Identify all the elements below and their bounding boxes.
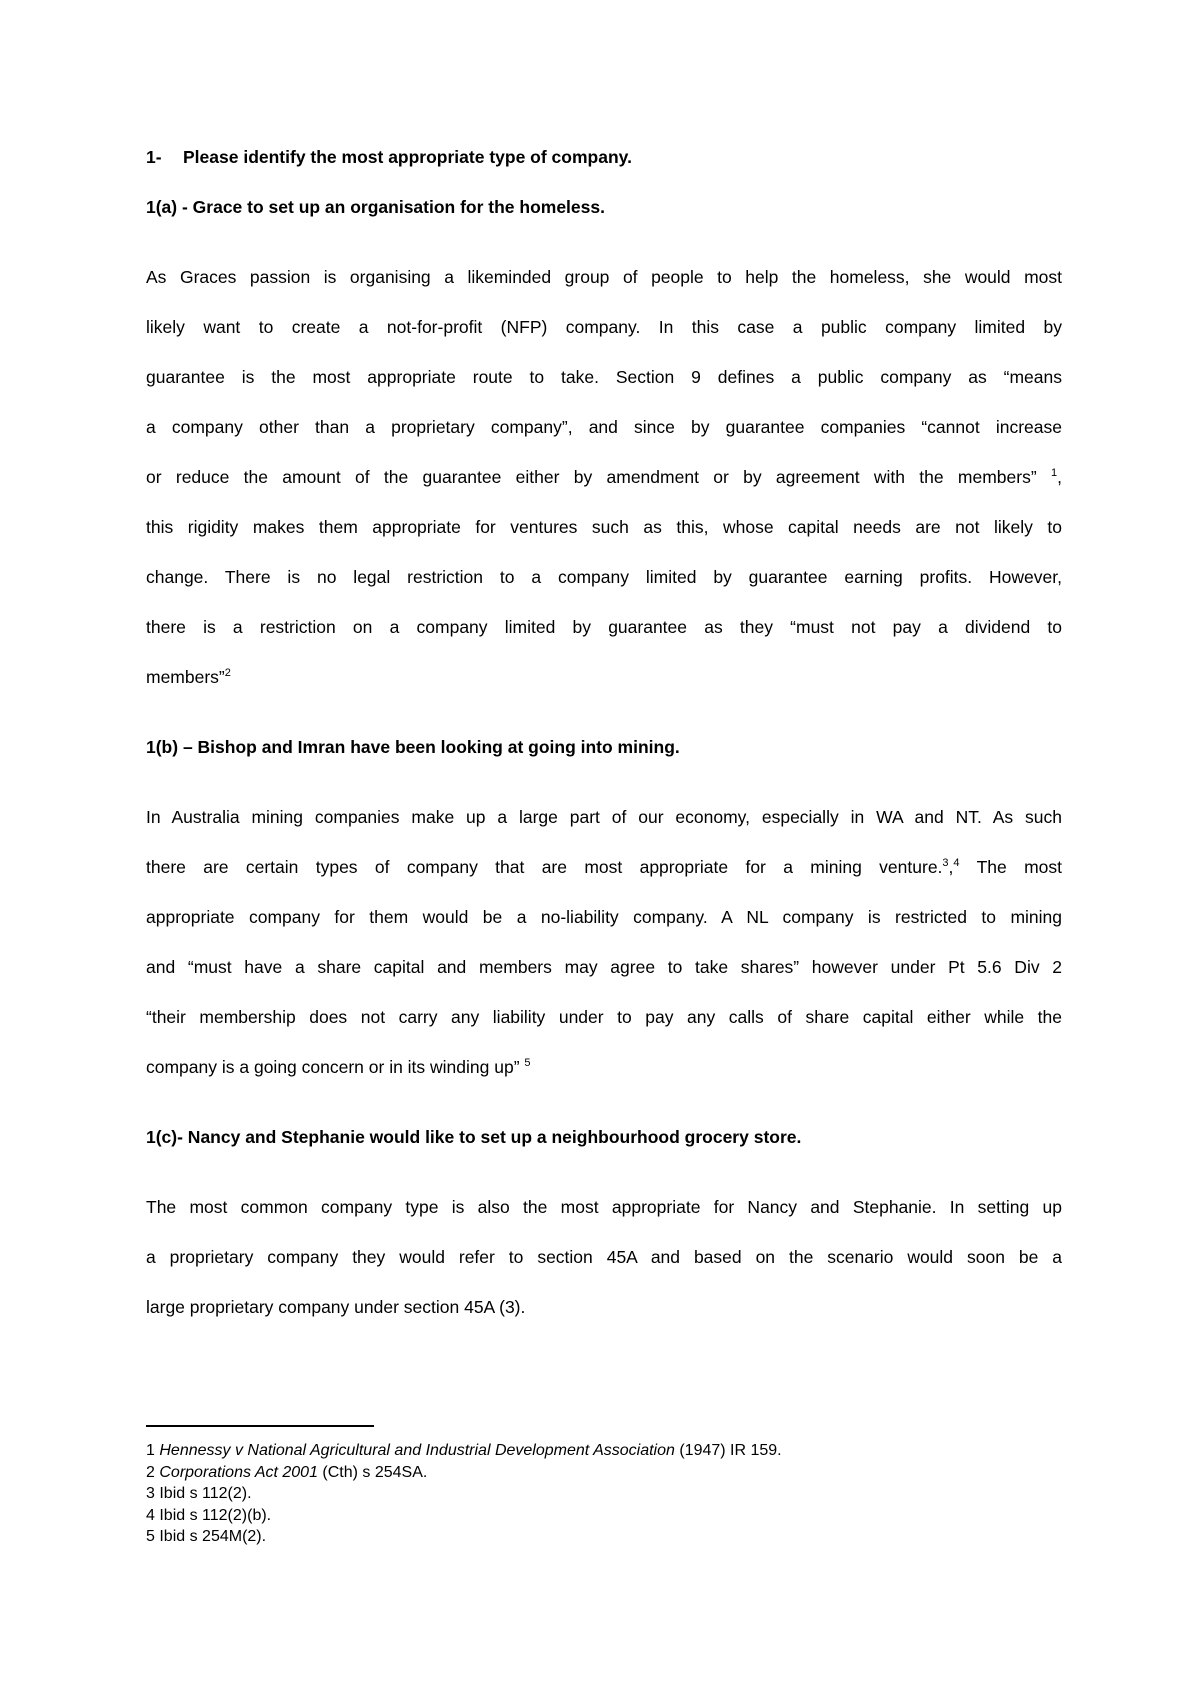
footnote-number: 5	[146, 1528, 155, 1545]
paragraph-line: change. There is no legal restriction to a company limited by guarantee earning profits. However,	[146, 567, 1062, 587]
paragraph-line: appropriate company for them would be a no-liability company. A NL company is restricted to mining	[146, 907, 1062, 927]
paragraph-line: and “must have a share capital and members may agree to take shares” however under Pt 5.6 Div 2	[146, 957, 1062, 977]
paragraph-line: guarantee is the most appropriate route to take. Section 9 defines a public company as “means	[146, 367, 1062, 387]
paragraph-line	[146, 465, 1062, 490]
question-heading	[146, 145, 632, 170]
footnote-citation: Ibid s 254M(2).	[159, 1528, 267, 1545]
section-b-heading: 1(b) – Bishop and Imran have been looking at going into mining.	[146, 737, 680, 757]
question-number: 1-	[146, 147, 162, 167]
paragraph-line: large proprietary company under section 45A (3).	[146, 1297, 526, 1317]
paragraph-line: The most common company type is also the most appropriate for Nancy and Stephanie. In setting up	[146, 1197, 1062, 1217]
footnote-number: 2	[146, 1463, 155, 1481]
paragraph-text: there are certain types of company that are most appropriate for a mining venture.	[146, 857, 943, 877]
paragraph-line	[146, 855, 1062, 880]
footnote-number: 3	[146, 1485, 155, 1502]
footnote	[146, 1526, 1046, 1548]
paragraph-text: company is a going concern or in its winding up”	[146, 1057, 520, 1077]
paragraph-line: a proprietary company they would refer to section 45A and based on the scenario would soon be a	[146, 1247, 1062, 1267]
paragraph-line: In Australia mining companies make up a large part of our economy, especially in WA and NT. As such	[146, 807, 1062, 827]
paragraph-line: “their membership does not carry any liability under to pay any calls of share capital either while the	[146, 1007, 1062, 1027]
footnotes	[146, 1440, 1046, 1548]
footnote-citation: Ibid s 112(2)(b).	[159, 1506, 272, 1524]
footnote-citation: Ibid s 112(2).	[159, 1485, 252, 1502]
footnote-number: 4	[146, 1506, 155, 1524]
paragraph-line	[146, 665, 231, 690]
footnote-ref: 1	[1051, 467, 1058, 479]
footnote-act-name: Corporations Act 2001	[159, 1463, 318, 1481]
footnote-ref: 3	[942, 857, 949, 869]
paragraph-text: The most	[976, 857, 1062, 877]
footnote-ref: 5	[524, 1057, 531, 1069]
footnote	[146, 1505, 1046, 1527]
paragraph-line: this rigidity makes them appropriate for ventures such as this, whose capital needs are not likely to	[146, 517, 1062, 537]
paragraph-text: or reduce the amount of the guarantee either by amendment or by agreement with the members”	[146, 467, 1037, 487]
footnote-ref: 4	[953, 857, 960, 869]
paragraph-text: members”	[146, 667, 225, 687]
paragraph-punctuation: ,	[948, 857, 954, 877]
paragraph-punctuation: ,	[1057, 467, 1062, 487]
footnote-citation: (1947) IR 159.	[674, 1442, 782, 1459]
paragraph-line: there is a restriction on a company limited by guarantee as they “must not pay a dividend to	[146, 617, 1062, 637]
footnote-divider	[146, 1425, 374, 1427]
footnote-citation: (Cth) s 254SA.	[317, 1463, 428, 1481]
paragraph-line: a company other than a proprietary company”, and since by guarantee companies “cannot increase	[146, 417, 1062, 437]
footnote-case-name: Hennessy v National Agricultural and Industrial Development Association	[159, 1442, 675, 1459]
section-c-heading: 1(c)- Nancy and Stephanie would like to set up a neighbourhood grocery store.	[146, 1127, 802, 1147]
footnote	[146, 1462, 1046, 1484]
question-title: Please identify the most appropriate type of company.	[183, 147, 632, 167]
footnote-number: 1	[146, 1442, 155, 1459]
section-a-heading: 1(a) - Grace to set up an organisation for the homeless.	[146, 197, 605, 217]
paragraph-line: As Graces passion is organising a likeminded group of people to help the homeless, she would most	[146, 267, 1062, 287]
paragraph-line: likely want to create a not-for-profit (NFP) company. In this case a public company limited by	[146, 317, 1062, 337]
footnote	[146, 1440, 1046, 1462]
paragraph-line	[146, 1055, 531, 1080]
footnote	[146, 1483, 1046, 1505]
footnote-ref: 2	[224, 667, 231, 679]
